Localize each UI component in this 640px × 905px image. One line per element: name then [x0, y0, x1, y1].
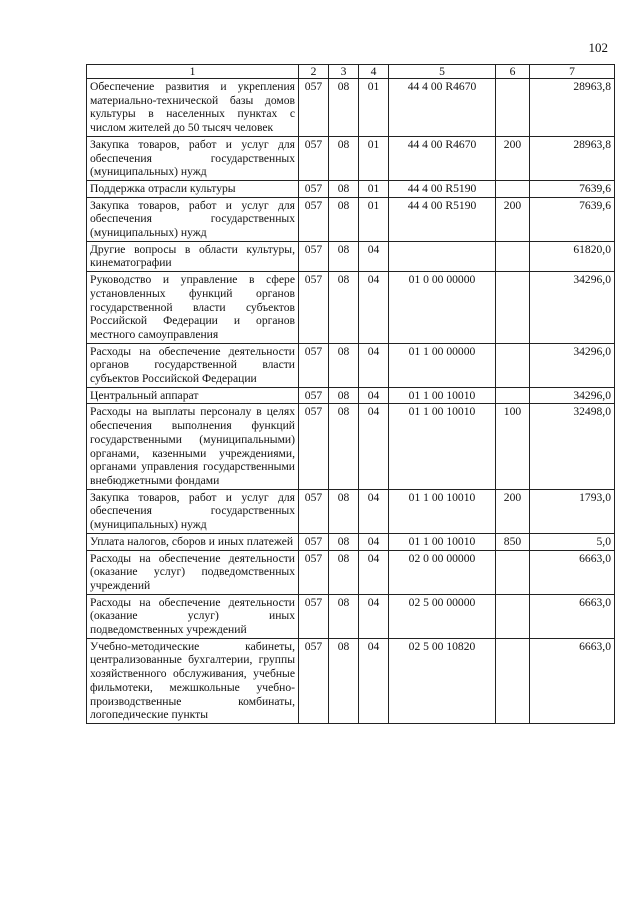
expense-type-cell — [496, 387, 530, 404]
section-code-cell: 08 — [329, 343, 359, 387]
table-row — [87, 404, 615, 489]
expense-type-cell: 100 — [496, 404, 530, 489]
amount-cell: 32498,0 — [530, 404, 615, 489]
amount-cell: 34296,0 — [530, 343, 615, 387]
ministry-code-cell: 057 — [299, 550, 329, 594]
subsection-code-cell: 04 — [359, 241, 389, 271]
amount-cell: 61820,0 — [530, 241, 615, 271]
table-row — [87, 533, 615, 550]
amount-cell: 34296,0 — [530, 387, 615, 404]
expense-type-cell: 200 — [496, 489, 530, 533]
target-article-cell: 01 0 00 00000 — [389, 272, 496, 344]
section-code-cell: 08 — [329, 387, 359, 404]
expense-type-cell — [496, 79, 530, 137]
target-article-cell: 02 5 00 10820 — [389, 638, 496, 723]
table-row — [87, 343, 615, 387]
expense-type-cell: 850 — [496, 533, 530, 550]
amount-cell: 7639,6 — [530, 180, 615, 197]
target-article-cell: 44 4 00 R5190 — [389, 197, 496, 241]
expense-type-cell — [496, 550, 530, 594]
target-article-cell: 44 4 00 R5190 — [389, 180, 496, 197]
ministry-code-cell: 057 — [299, 387, 329, 404]
expense-type-cell — [496, 180, 530, 197]
expense-type-cell — [496, 272, 530, 344]
subsection-code-cell: 04 — [359, 594, 389, 638]
section-code-cell: 08 — [329, 180, 359, 197]
table-row — [87, 79, 615, 137]
table-row — [87, 272, 615, 344]
amount-cell: 6663,0 — [530, 638, 615, 723]
table-row — [87, 489, 615, 533]
ministry-code-cell: 057 — [299, 136, 329, 180]
expense-type-cell — [496, 594, 530, 638]
table-row — [87, 638, 615, 723]
target-article-cell: 02 5 00 00000 — [389, 594, 496, 638]
target-article-cell: 01 1 00 10010 — [389, 404, 496, 489]
ministry-code-cell: 057 — [299, 404, 329, 489]
expense-name-cell: Другие вопросы в области культуры, кинематографии — [87, 241, 299, 271]
table-row — [87, 136, 615, 180]
subsection-code-cell: 04 — [359, 387, 389, 404]
target-article-cell: 44 4 00 R4670 — [389, 136, 496, 180]
expense-type-cell — [496, 638, 530, 723]
section-code-cell: 08 — [329, 533, 359, 550]
section-code-cell: 08 — [329, 79, 359, 137]
expense-name-cell: Расходы на обеспечение деятельности (оказание услуг) иных подведомственных учреждений — [87, 594, 299, 638]
header-row — [87, 65, 615, 79]
table-row — [87, 594, 615, 638]
subsection-code-cell: 04 — [359, 343, 389, 387]
subsection-code-cell: 01 — [359, 180, 389, 197]
amount-cell: 28963,8 — [530, 136, 615, 180]
ministry-code-cell: 057 — [299, 272, 329, 344]
ministry-code-cell: 057 — [299, 197, 329, 241]
page-number: 102 — [588, 40, 608, 55]
column-header: 3 — [329, 65, 359, 79]
expense-type-cell: 200 — [496, 197, 530, 241]
section-code-cell: 08 — [329, 404, 359, 489]
subsection-code-cell: 01 — [359, 136, 389, 180]
section-code-cell: 08 — [329, 550, 359, 594]
subsection-code-cell: 04 — [359, 489, 389, 533]
ministry-code-cell: 057 — [299, 241, 329, 271]
expense-type-cell — [496, 241, 530, 271]
expense-name-cell: Учебно-методические кабинеты, централизованные бухгалтерии, группы хозяйственного обслуживания, учебные фильмотеки, межшкольные учебно-производственные комбинаты, логопедические пункты — [87, 638, 299, 723]
target-article-cell: 02 0 00 00000 — [389, 550, 496, 594]
target-article-cell: 01 1 00 10010 — [389, 533, 496, 550]
subsection-code-cell: 04 — [359, 533, 389, 550]
expense-name-cell: Расходы на обеспечение деятельности органов государственной власти субъектов Российской Федерации — [87, 343, 299, 387]
section-code-cell: 08 — [329, 272, 359, 344]
table-row — [87, 387, 615, 404]
column-header: 7 — [530, 65, 615, 79]
subsection-code-cell: 04 — [359, 272, 389, 344]
amount-cell: 6663,0 — [530, 550, 615, 594]
expense-name-cell: Поддержка отрасли культуры — [87, 180, 299, 197]
expense-name-cell: Обеспечение развития и укрепления материально-технической базы домов культуры в населенных пунктах с числом жителей до 50 тысяч человек — [87, 79, 299, 137]
expense-type-cell: 200 — [496, 136, 530, 180]
expense-name-cell: Расходы на обеспечение деятельности (оказание услуг) подведомственных учреждений — [87, 550, 299, 594]
subsection-code-cell: 01 — [359, 197, 389, 241]
ministry-code-cell: 057 — [299, 343, 329, 387]
expense-name-cell: Расходы на выплаты персоналу в целях обеспечения выполнения функций государственными (муниципальными) органами, казенными учреждениями, органами управления государственными внебюджетными фондами — [87, 404, 299, 489]
expense-type-cell — [496, 343, 530, 387]
section-code-cell: 08 — [329, 594, 359, 638]
amount-cell: 28963,8 — [530, 79, 615, 137]
amount-cell: 1793,0 — [530, 489, 615, 533]
column-header: 4 — [359, 65, 389, 79]
section-code-cell: 08 — [329, 241, 359, 271]
amount-cell: 5,0 — [530, 533, 615, 550]
target-article-cell: 01 1 00 10010 — [389, 387, 496, 404]
table-row — [87, 550, 615, 594]
budget-table — [86, 64, 615, 724]
column-header: 5 — [389, 65, 496, 79]
section-code-cell: 08 — [329, 136, 359, 180]
section-code-cell: 08 — [329, 197, 359, 241]
ministry-code-cell: 057 — [299, 180, 329, 197]
table-row — [87, 197, 615, 241]
amount-cell: 34296,0 — [530, 272, 615, 344]
column-header: 2 — [299, 65, 329, 79]
expense-name-cell: Закупка товаров, работ и услуг для обеспечения государственных (муниципальных) нужд — [87, 489, 299, 533]
subsection-code-cell: 04 — [359, 638, 389, 723]
column-header: 1 — [87, 65, 299, 79]
table-row — [87, 241, 615, 271]
ministry-code-cell: 057 — [299, 594, 329, 638]
expense-name-cell: Руководство и управление в сфере установленных функций органов государственной власти субъектов Российской Федерации и органов местного самоуправления — [87, 272, 299, 344]
section-code-cell: 08 — [329, 638, 359, 723]
expense-name-cell: Центральный аппарат — [87, 387, 299, 404]
section-code-cell: 08 — [329, 489, 359, 533]
subsection-code-cell: 01 — [359, 79, 389, 137]
ministry-code-cell: 057 — [299, 79, 329, 137]
target-article-cell — [389, 241, 496, 271]
amount-cell: 6663,0 — [530, 594, 615, 638]
target-article-cell: 01 1 00 00000 — [389, 343, 496, 387]
ministry-code-cell: 057 — [299, 489, 329, 533]
ministry-code-cell: 057 — [299, 638, 329, 723]
table-row — [87, 180, 615, 197]
target-article-cell: 01 1 00 10010 — [389, 489, 496, 533]
subsection-code-cell: 04 — [359, 550, 389, 594]
amount-cell: 7639,6 — [530, 197, 615, 241]
expense-name-cell: Закупка товаров, работ и услуг для обеспечения государственных (муниципальных) нужд — [87, 197, 299, 241]
column-header: 6 — [496, 65, 530, 79]
expense-name-cell: Уплата налогов, сборов и иных платежей — [87, 533, 299, 550]
target-article-cell: 44 4 00 R4670 — [389, 79, 496, 137]
expense-name-cell: Закупка товаров, работ и услуг для обеспечения государственных (муниципальных) нужд — [87, 136, 299, 180]
ministry-code-cell: 057 — [299, 533, 329, 550]
subsection-code-cell: 04 — [359, 404, 389, 489]
